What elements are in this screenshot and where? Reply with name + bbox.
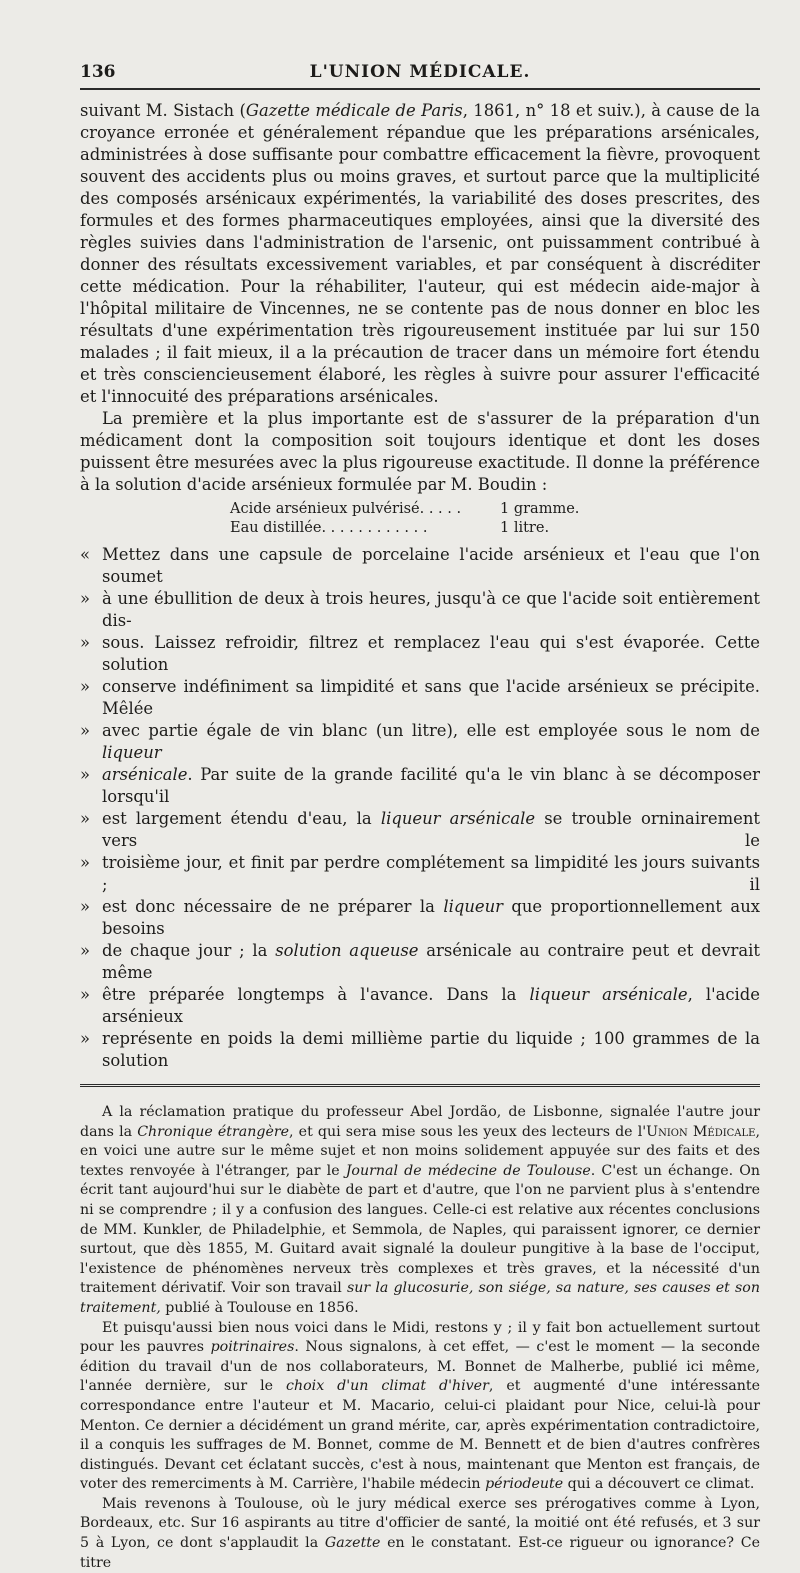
quote-line-text (102, 852, 760, 896)
quote-mark: » (80, 941, 91, 960)
quote-line (80, 764, 760, 808)
quote-line-text (102, 1028, 760, 1072)
paragraph-2: La première et la plus importante est de s'assurer de la préparation d'un médicament dont la composition soit toujours identique et dont les doses puissent être mesurées avec la plus rigoureuse exactitude. Il donne la préférence à la solution d'acide arsénieux formulée par M. Boudin : (80, 409, 760, 494)
main-text (80, 100, 760, 1072)
text-run: , et qui sera mise sous les yeux des lecteurs de l' (289, 1123, 647, 1140)
footnote-divider (80, 1084, 760, 1091)
italic-text: Gazette (324, 1535, 381, 1552)
quote-line (80, 544, 760, 588)
text-run: qui a découvert ce climat. (563, 1476, 755, 1493)
italic-text: Chronique étrangère (137, 1123, 290, 1140)
formula-quantity: 1 gramme. (500, 501, 580, 517)
text-run: Et puisqu'aussi bien nous voici dans le Midi, restons y ; il y fait bon actuellement surtout pour les pauvres (80, 1319, 760, 1356)
quote-line-text (102, 808, 760, 852)
quotation-block (80, 544, 760, 1072)
text-run: est donc nécessaire de ne préparer la (102, 897, 444, 916)
quote-line-text (102, 544, 760, 588)
journal-name: Gazette médicale de Paris (245, 101, 463, 120)
formula-row (230, 500, 760, 519)
italic-text: poitrinaires (210, 1339, 295, 1356)
quote-mark: » (80, 985, 91, 1004)
quote-mark: « (80, 545, 91, 564)
quote-mark: » (80, 677, 91, 696)
text-run: être préparée longtemps à l'avance. Dans la (102, 985, 530, 1004)
text-run: en le constatant. Est-ce rigueur ou ignorance? Ce titre (80, 1535, 760, 1571)
quote-line (80, 940, 760, 984)
quote-mark: » (80, 589, 91, 608)
text-run: Mettez dans une capsule de porcelaine l'acide arsénieux et l'eau que l'on soumet (102, 545, 760, 586)
quote-line-text (102, 720, 760, 764)
quote-line-text (102, 764, 760, 808)
quote-line-text (102, 632, 760, 676)
text-run: est largement étendu d'eau, la (102, 809, 381, 828)
italic-text: sur la glucosurie, son siége, sa nature, ses causes et son traitement, (80, 1280, 760, 1316)
quote-line (80, 720, 760, 764)
text-run: représente en poids la demi millième partie du liquide ; 100 grammes de la solution (102, 1029, 760, 1070)
quote-line (80, 808, 760, 852)
text-run: se trouble orninairement vers le (102, 809, 760, 850)
formula-block (230, 500, 760, 538)
quote-line (80, 676, 760, 720)
quote-line-text (102, 940, 760, 984)
text-run: conserve indéfiniment sa limpidité et sans que l'acide arsénieux se précipite. Mêlée (102, 677, 760, 718)
page-header (80, 58, 760, 90)
italic-text: liqueur arsénicale (380, 809, 536, 828)
text-run: , en voici une autre sur le même sujet et non moins solidement appuyée sur des faits et des textes renvoyée à l'étranger, par le (80, 1123, 760, 1179)
quote-line (80, 984, 760, 1028)
text-run: , et augmenté d'une intéressante correspondance entre l'auteur et M. Macario, celui-ci plaidant pour Nice, celui-là pour Menton. Ce dernier a décidément un grand mérite, car, après expérimentation contradictoire, il a conquis les suffrages de M. Bonnet, comme de M. Bennett et de bien d'autres confrères distingués. Devant cet éclatant succès, c'est à nous, maintenant que Menton est français, de voter des remerciments à M. Carrière, l'habile médecin (80, 1378, 761, 1493)
italic-text: arsénicale (102, 765, 188, 784)
running-title: L'UNION MÉDICALE. (309, 62, 531, 82)
formula-quantity: 1 litre. (500, 520, 550, 536)
text-run: arsénicale au contraire peut et devrait même (102, 941, 760, 982)
italic-text: choix d'un climat d'hiver (286, 1378, 489, 1395)
text-run: Mais revenons à Toulouse, où le jury médical exerce ses prérogatives comme à Lyon, Bordeaux, etc. Sur 16 aspirants au titre d'officier de santé, la moitié ont été refusés, et 3 sur 5 à Lyon, ce dont s'applaudit la (80, 1495, 760, 1552)
small-caps-text: Union Médicale (646, 1123, 756, 1140)
quote-line-text (102, 588, 760, 632)
quote-mark: » (80, 897, 91, 916)
italic-text: Journal de médecine de Toulouse (345, 1162, 591, 1179)
quote-line-text (102, 984, 760, 1028)
quote-line-text (102, 676, 760, 720)
quote-mark: » (80, 633, 91, 652)
italic-text: liqueur (443, 897, 503, 916)
note-paragraph-3 (80, 1495, 760, 1573)
text-run: A la réclamation pratique du professeur Abel Jordão, de Lisbonne, signalée l'autre jour dans la (80, 1104, 760, 1140)
page-number: 136 (80, 62, 116, 82)
note-paragraph-2 (80, 1319, 760, 1495)
quote-line (80, 896, 760, 940)
text-run: de chaque jour ; la (102, 941, 276, 960)
text-run: sous. Laissez refroidir, filtrez et remplacez l'eau qui s'est évaporée. Cette solution (102, 633, 760, 674)
text-run: . C'est un échange. On écrit tant aujourd'hui sur le diabète de part et d'autre, que l'on ne parvient plus à s'entendre ni se comprendre ; il y a confusion des langues. Celle-ci est relative aux récentes conclusions de MM. Kunkler, de Philadelphie, et Semmola, de Naples, qui paraissent ignorer, ce dernier surtout, que dès 1855, M. Guitard avait signalé la douleur pungitive à la base de l'occiput, l'existence de phénomènes nerveux très complexes et très graves, et la nécessité d'un traitement dérivatif. Voir son travail (80, 1162, 760, 1297)
italic-text: liqueur (102, 743, 162, 762)
quote-mark: » (80, 809, 91, 828)
formula-ingredient: Eau distillée. . . . . . . . . . . . (230, 520, 428, 536)
quote-line (80, 1028, 760, 1072)
italic-text: solution aqueuse (275, 941, 419, 960)
quote-line (80, 588, 760, 632)
text-run: troisième jour, et finit par perdre complétement sa limpidité les jours suivants ; il (102, 853, 760, 894)
text-run: . Par suite de la grande facilité qu'a le vin blanc à se décomposer lorsqu'il (102, 765, 760, 806)
formula-ingredient: Acide arsénieux pulvérisé. . . . . (230, 501, 462, 517)
text-run: , l'acide arsénieux (102, 985, 760, 1026)
quote-line (80, 632, 760, 676)
text-run: à une ébullition de deux à trois heures, jusqu'à ce que l'acide soit entièrement dis- (102, 589, 760, 630)
chronicle-notes (80, 1103, 760, 1573)
text-run: publié à Toulouse en 1856. (160, 1299, 359, 1316)
quote-mark: » (80, 853, 91, 872)
quote-mark: » (80, 765, 91, 784)
quote-line (80, 852, 760, 896)
quote-line-text (102, 896, 760, 940)
italic-text: liqueur arsénicale (529, 985, 688, 1004)
text-run: avec partie égale de vin blanc (un litre), elle est employée sous le nom de (102, 721, 760, 740)
text-run: que proportionnellement aux besoins (102, 897, 761, 938)
quote-mark: » (80, 721, 91, 740)
italic-text: périodeute (485, 1476, 564, 1493)
quote-mark: » (80, 1029, 91, 1048)
note-paragraph-1 (80, 1103, 760, 1319)
text-run: . Nous signalons, à cet effet, — c'est le moment — la seconde édition du travail d'un de nos collaborateurs, M. Bonnet de Malherbe, publié ici même, l'année dernière, sur le (80, 1339, 760, 1395)
paragraph-1: suivant M. Sistach (Gazette médicale de Paris, 1861, n° 18 et suiv.), à cause de la croyance erronée et généralement répandue que les préparations arsénicales, administrées à dose suffisante pour combattre efficacement la fièvre, provoquent souvent des accidents plus ou moins graves, et surtout parce que la multiplicité des composés arsénicaux expérimentés, la variabilité des doses prescrites, des formules et des formes pharmaceutiques employées, ainsi que la diversité des règles suivies dans l'administration de l'arsenic, ont puissamment contribué à donner des résultats excessivement variables, et par conséquent à discréditer cette médication. Pour la réhabiliter, l'auteur, qui est médecin aide-major à l'hôpital militaire de Vincennes, ne se contente pas de nous donner en bloc les résultats d'une expérimentation très rigoureusement instituée par lui sur 150 malades ; il fait mieux, il a la précaution de tracer dans un mémoire fort étendu et très consciencieusement élaboré, les règles à suivre pour assurer l'efficacité et l'innocuité des préparations arsénicales. (80, 101, 760, 406)
formula-row (230, 519, 760, 538)
